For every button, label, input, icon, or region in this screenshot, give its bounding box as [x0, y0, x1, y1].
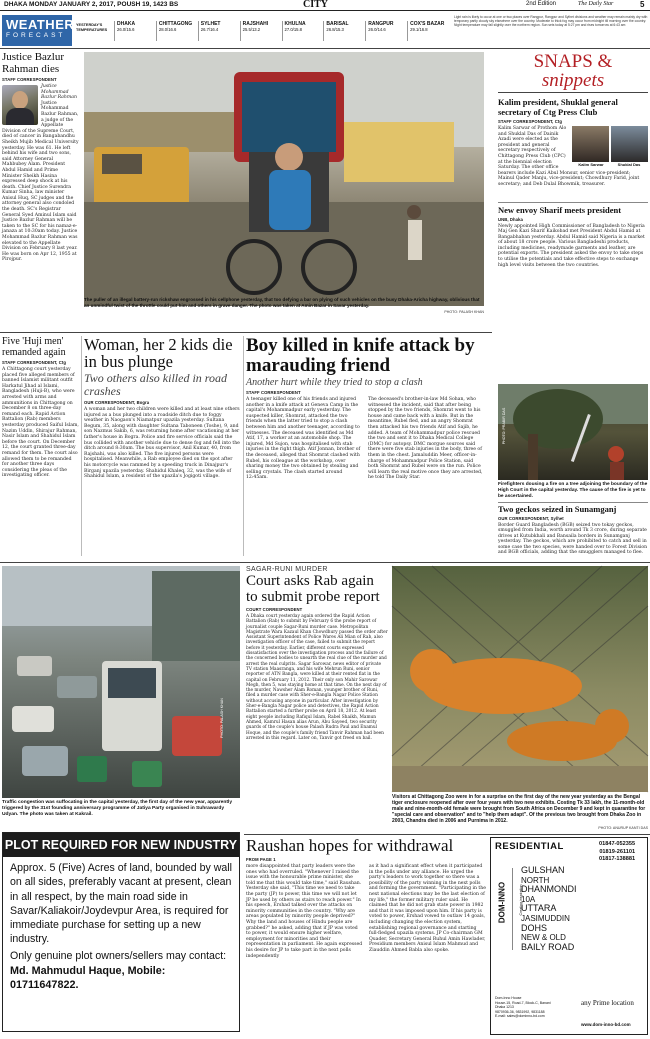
knife-subhead: Another hurt while they tried to stop a clash	[246, 377, 423, 388]
knife-col1: A teenager killed one of his friends and injured another in a knife attack at Geneva Camp in the capital's Mohammadpur early yesterday. The suspected killer, Shomrat, attacked the two friends when the latter tried to stop a clash between him and another teenager, according to witnesses. The deceased was identified as Md Atif, 17, a worker at an automobile shop. The injured, Md Sujon, was hospitalised with stab injuries in the right thigh. Atif Jonnan, brother of the deceased, alleged that Shomrat clashed with Rubel, his colleague at the workshop, over sharing money the two obtained by stealing and selling crystals. The clash started around 12:45am.	[246, 397, 361, 481]
huji-headline: Five 'Huji men' remanded again	[2, 336, 66, 358]
car-3	[12, 706, 54, 732]
sagar-article	[246, 566, 388, 834]
rickshaw-scene	[84, 52, 484, 306]
traffic-photo-credit: PHOTO: PALASH KHAN	[220, 698, 224, 738]
bus-subhead: Two others also killed in road crashes	[84, 371, 228, 398]
car-2	[57, 676, 97, 698]
justice-headline: Justice Bazlur Rahman dies	[2, 51, 65, 75]
plot-ad-contact: Md. Mahmudul Haque, Mobile: 01711647822.	[10, 964, 166, 991]
car-1	[17, 656, 52, 676]
bus-windshield	[108, 668, 156, 698]
truck-window	[102, 154, 142, 174]
residential-tagline: Creating inspiration	[519, 884, 523, 916]
temperature-list	[114, 21, 449, 41]
puller-head	[275, 143, 303, 171]
shuklal-name: Shuklal Das	[617, 162, 641, 167]
bus-headline: Woman, her 2 kids die in bus plunge	[84, 335, 233, 371]
area-item: DHANMONDI 10A	[521, 884, 577, 904]
envoy-byline: UNB, Dhaka	[498, 216, 523, 222]
car-4	[22, 746, 68, 776]
rickshaw-hood-inner	[242, 82, 336, 152]
traffic-scene	[2, 566, 240, 798]
sagar-body: A Dhaka court yesterday again ordered the Rapid Action Battalion (Rab) to submit by February 6 the probe report of journalist couple Sagar-Runi murder case. Metropolitan Magistrate Wara Kazaul Khan Chowdhury passed the order after Assistant Superintendent of Police Wares Ali Mian of Rab, also investigation officer of the case, failed to submit the report before it yesterday. Earlier, different courts expressed dissatisfaction over the investigation process and the failure of the concerned bodies to unearth the real clue of the murder and arrest the real culprits. Sagar Sarowar, news editor of private TV station Maasranga, and his wife Mehrun Runi, senior reporter of ATN Bangla, were killed at their rented flat in the capital on February 11, 2012. Their only son Mahir Sarowar Megh, then 5, was staying home at that time. On the next day of the murder, Nawsher Alam Roman, younger brother of Runi, filed a murder case with Sher-e-Bangla Nagar Police Station without accusing anyone in particular. After investigation by Sher-e-Bangla Nagar police and detectives, the Rapid Action Battalion started a further probe on April 18, 2012. At least eight people including Rafiqul Islam, Rabel Shaikh, Mamun Ahmed, Kamrul Hasan alias Arun, Abu Sayeed, two security guards of the couple's house Palash Rudra Paul and Enamul Hoque, and the couple's family friend Tanvir Rahman had been arrested in this regard. Later on, Tanvir got freed on bail.	[246, 614, 388, 741]
raushan-headline: Raushan hopes for withdrawal	[246, 836, 454, 855]
knife-article	[246, 336, 484, 556]
knife-headline: Boy killed in knife attack by marauding friend	[246, 335, 475, 376]
tiger-2-head	[595, 709, 629, 743]
tigers-photo-credit: PHOTO: ANURUP KANTI DAS	[598, 826, 648, 830]
residential-web: www.dom-inno-bd.com	[581, 1022, 631, 1027]
residential-brand-strip	[495, 868, 523, 950]
sagar-headline: Court asks Rab again to submit probe report	[246, 573, 380, 605]
truck-right	[344, 122, 454, 182]
cng-1	[77, 756, 107, 782]
fire-caption: Firefighters dousing a fire on a tree adjoining the boundary of the High Court in the capital yesterday. The cause of the fire is yet to be ascertained.	[498, 482, 648, 499]
forecast-text: Light rain is likely to occur at one or two places over Rangpur, Rangpur and Sylhet divisions and weather may remain mainly dry with temporary partly cloudy sky elsewhere over the country. Moderate to thick fog may occur from midnight till morning over the country. Night temperature may fall slightly over the northern region. Sun sets today at 5:27 pm and rises tomorrow at 6:43 am	[454, 15, 648, 28]
snaps-title: SNAPS &	[533, 51, 613, 72]
area-item: UTTARA JASIMUDDIN	[521, 903, 570, 923]
tigers-caption: Visitors at Chittagong Zoo were in for a surprise on the first day of the new year yesterday as the Bengal tiger enclosure reopened after over four years with two new exhibits. Costing Tk 33 lakh, the 11-month-old male and nine-month-old female were brought from South Africa on December 9 and kept in quarantine for "special care and observation" and to "help them adapt". Of the previous two brought from Dhaka Zoo in 2003, Chandra died in 2006 and Purnima in 2012.	[392, 794, 646, 825]
area-item: BAILY ROAD	[521, 941, 575, 952]
city-temp: BARISAL 26.8/15.3	[323, 21, 365, 41]
fire-photo-credit: PHOTO: PRABIR DAS	[502, 407, 506, 445]
justice-byline: STAFF CORRESPONDENT	[2, 77, 57, 82]
kalim-name: Kalim Sarwar	[578, 162, 604, 167]
residential-phones: 01847-052355 01819-261101 01817-138881	[599, 841, 636, 862]
raushan-article	[246, 837, 486, 1035]
tree-cluster	[152, 571, 240, 661]
pedestrian-body	[408, 220, 422, 260]
dateline: DHAKA MONDAY JANUARY 2, 2017, POUSH 19, 1423 BS	[4, 1, 179, 8]
divider	[0, 332, 492, 333]
bus-byline: OUR CORRESPONDENT, Bogra	[84, 400, 150, 405]
geckos-byline: OUR CORRESPONDENT, Sylhet	[498, 515, 564, 521]
firefighter-body	[610, 462, 624, 480]
residential-brand: DOM-INNO	[497, 881, 507, 924]
firefighter	[608, 446, 624, 462]
shuklal-photo	[611, 126, 648, 162]
justice-photo-caption: Justice Mohammad Bazlur Rahman	[41, 84, 77, 101]
weather-logo	[2, 15, 75, 46]
weather-strip	[0, 13, 650, 49]
portrait-suit	[6, 108, 34, 125]
building-left	[84, 112, 234, 152]
city-temp: RAJSHAHI 25.5/13.2	[240, 21, 282, 41]
raushan-col1: more disappointed that party leaders were the ones who had overruled. "Whenever I raised the issue with the honourable prime minister, she told me that this would take time," said Raushan. Yesterday she said, "This time we need to take the party (JP) to power, this time we will not let JP be used by others as stairs to reach power." In his speech, Ershad talked over the attacks on minority communities in the country. "Why are areas populated by minority people deprived?" Why the land and houses of Hindu people are grabbed?" he asked, adding that if JP was voted to power, it would ensure higher welfare, employment for minorities and their representation in parliament. He again expressed his desire for JP to take part in the next polls independently	[246, 864, 363, 959]
city-temp: CHITTAGONG 28.0/16.6	[156, 21, 198, 41]
snaps-subtitle: snippets	[541, 70, 605, 91]
residential-address: Dom-Inno House House-15, Road-7, Block-C, Banani Dhaka 1213 9870936-36, 9831992, 9831188 E-mail: sales@dominno-bd.com	[495, 996, 551, 1019]
sagar-kicker: SAGAR-RUNI MURDER	[246, 566, 328, 573]
raushan-col2: as it had a significant effect when it participated in the polls under any alliance. He urged the party's leaders to work together so there was a possibility of the party winning in the next polls and forming the government. "Participating in the next national elections may be the last election of my life," the former military ruler said. He claimed that he did not grab state power in 1982 and that it was imposed upon him. If his party is voted to power, Ershad vowed to outlaw 14 goals, including changing the election system, establishing regional governance and starting full-fledged upazila systems. JP Co-chairman GM Quader, Secretary General Ruhul Amin Hawlader, Presidium members Anisul Islam Mahmud and Ziauddin Ahmed Babla also spoke.	[369, 864, 486, 953]
geckos-body: Border Guard Bangladesh (BGB) seized two tokay geckos, smuggled from India, worth around Tk 3 crore, during separate drives at Kutubkhali and Bansaila borders in Sunamganj yesterday. The geckos, which are prohibited to catch and sell in some case the two species, were handed over to Forest Division and BGB officials, adding that the smugglers managed to flee.	[498, 522, 648, 556]
envoy-headline: New envoy Sharif meets president	[498, 205, 622, 215]
portrait-face	[12, 91, 28, 109]
section-name: CITY	[303, 0, 329, 10]
puller-shirt	[269, 170, 311, 230]
residential-areas	[521, 866, 646, 952]
tigers-scene	[392, 566, 648, 792]
envoy-body: Newly appointed High Commissioner of Bangladesh to Nigeria Maj Gen Kazi Sharif Kaikobad met President Abdul Hamid at Bangabhaban yesterday. Abdul Hamid said Nigeria is a market of about 18 crore people. Various Bangladeshi products, including medicines, readymade garments and leather, are potential exports. The president asked the envoy to take steps to utilise the potentials and take effective steps to exchange high level visits between the two countries.	[498, 223, 645, 268]
justice-body: Justice Mohammad Bazlur Rahman, a judge of the Appellate Division of the Supreme Court, died of cancer in Bangabandhu Sheikh Mujib Medical University yesterday. He was 61. He left behind his wife and two sons, said Attorney General Mahbubey Alam. President Abdul Hamid and Prime Minister Sheikh Hasina expressed deep shock at his death. Chief Justice Surendra Kumar Sinha, law minister Anisul Huq, SC judges and the attorney general also condoled the death. SC's Registrar General Syed Aminul Islam said Justice Bazlur Rahman will be taken to the SC for his namaz-e-janaza at 10:30am today. Justice Mohammad Bazlur Rahman was elevated to the Appellate Division on February 8 last year. He was born on Apr 12, 1955 at Pirojpur.	[2, 100, 79, 263]
residential-prime: any Prime location	[581, 999, 634, 1007]
plot-ad-note: Only genuine plot owners/sellers may contact:	[10, 949, 227, 962]
huji-byline: STAFF CORRESPONDENT, Ctg	[2, 360, 66, 365]
city-temp: RANGPUR 26.0/14.6	[365, 21, 407, 41]
kalim-headline: Kalim president, Shuklal general secretary of Ctg Press Club	[498, 97, 618, 117]
city-temp: DHAKA 26.0/15.6	[114, 21, 156, 41]
tiger-1-head	[410, 649, 454, 693]
cng-2	[132, 761, 162, 787]
edition: 2nd Edition	[526, 1, 557, 7]
residential-ad	[490, 837, 648, 1035]
city-temp: COX'S BAZAR 29.1/16.8	[407, 21, 449, 41]
plot-ad-title: PLOT REQUIRED FOR NEW INDUSTRY	[3, 833, 239, 857]
justice-photo	[2, 85, 38, 125]
justice-article	[2, 52, 79, 330]
geckos-article	[498, 502, 648, 564]
kalim-photo	[572, 126, 609, 162]
city-temp: SYLHET 26.7/16.4	[198, 21, 240, 41]
fire-photo	[498, 384, 648, 480]
snaps-header	[498, 52, 648, 93]
huji-article	[2, 336, 79, 556]
knife-byline: STAFF CORRESPONDENT	[246, 390, 301, 395]
rickshaw-photo-credit: PHOTO: PALASH KHAN	[444, 310, 484, 314]
rickshaw-photo	[84, 52, 484, 306]
traffic-photo	[2, 566, 240, 798]
area-item: DOHS NEW & OLD	[521, 922, 566, 943]
city-temp: KHULNA 27.0/15.8	[282, 21, 324, 41]
bus-article	[84, 336, 240, 556]
snaps-column	[498, 52, 648, 382]
huji-body: A Chittagong court yesterday placed five alleged members of banned Islamist militant outfit Harkatul Jihad al Islami, Bangladesh (Huji-B), who were arrested with arms and ammunitions in Chittagong on December 8 on three-day remand each. Rapid Action Battalion (Rab) members yesterday produced Saiful Islam, Nazim Uddin, Shirajur Rahman, Nasir Islam and Shahidul Islam before the court. On December 12, the court granted three-day remand for them. The court also allowed them to be remanded for another three days considering the pleas of the investigating officer.	[2, 367, 79, 479]
traffic-caption: Traffic congestion was suffocating in the capital yesterday, the first day of the new year, apparently triggered by the 31st founding anniversary programme of Jatiya Party organised in Suhrawardy Udyan. The photo was taken at Kakrail.	[2, 800, 233, 818]
tree-trunk	[528, 434, 538, 480]
tree-canopy	[513, 389, 603, 449]
area-item: GULSHAN NORTH	[521, 865, 565, 885]
header-bar	[0, 0, 650, 11]
bus-red	[172, 716, 222, 756]
tigers-photo	[392, 566, 648, 792]
weather-title: WEATHER	[6, 17, 75, 32]
knife-col2: The deceased's brother-in-law Md Sohan, who witnessed the incident, said that after being stopped by the two friends, Shomrat went to his house and came back with a knife. But in the meantime, Rubel fled, and an angry Shomrat then attacked his two friends Atif and Sajib, he added. A team of Mohammadpur police rescued the two and sent it to Dhaka Medical College (DMC) for autopsy. DMC morgue sources said there were five stab injuries in the body, three of them in the chest. Jamaluddin Meer, officer-in-charge of Mohammadpur Police Station, said both Shomrat and Rubel were on the run. Police will learn the real motive once they are arrested, he told The Daily Star.	[368, 397, 483, 481]
paper-name: The Daily Star	[578, 1, 614, 7]
pedestrian-head	[407, 205, 421, 219]
enclosure-ground	[392, 766, 648, 792]
kalim-body: Kalim Sarwar of Prothom Alo and Shuklal Das of Dainik Azadi were elected as the president and general secretary respectively of Chittagong Press Club (CPC) at the biennial election Saturday. The other office bearers include Kazi Abul Monsur, senior vice-president; Mainul Qader Manju, vice-president; Chowdhury Farid, joint secretary; and Deb Dulal Bhowmik, treasurer.	[498, 126, 640, 187]
fire-scene	[498, 384, 648, 480]
kalim-byline: STAFF CORRESPONDENT, Ctg	[498, 119, 562, 124]
residential-title: RESIDENTIAL	[495, 841, 564, 852]
sagar-byline: COURT CORRESPONDENT	[246, 607, 303, 612]
raushan-byline: FROM PAGE 1	[246, 857, 276, 862]
page-number: 5	[640, 0, 645, 9]
bus-body: A woman and her two children were killed and at least nine others injured as a bus plunged into a roadside ditch due to foggy weather in Naogaon's Niamatpur upazila yesterday. Sultana Begum, 35, along with daughter Sultana Taboneen (Toshe), 9, and son Nazmus Sakib, 6, was returning home after vacationing at her father's house in Bogra. Police and fire service officials said the bus collided with another vehicle due to dense fog and fell into the ditch around 8:30am. The bus supervisor, Anil Kumar, 40, from Rajshahi, was also killed. The five injured persons were hospitalised. Meanwhile, a Rab employee died on the spot after his motorcycle was rammed by a speeding truck in Dinajpur's Birganj upazila yesterday. Shahidul Khaleq, 32, was the wife of Shahidul Islam, a resident of the upazila's Jogigoti village.	[84, 407, 240, 480]
kalim-photos	[572, 126, 648, 167]
plot-ad	[2, 832, 240, 1032]
weather-subtitle: FORECAST	[6, 32, 66, 39]
yesterday-label: YESTERDAY'S TEMPERATURES	[76, 23, 108, 32]
rickshaw-caption-text: The puller of an illegal battery-run rickshaw engrossed in his cellphone yesterday, that too defying a bar on plying of such vehicles on the busy Dhaka-Aricha highway, oblivious that an unmindful twist of the throttle could put him and others in grave danger. The photo was taken at Amin Bazar in Savar yesterday.	[84, 297, 480, 308]
geckos-headline: Two geckos seized in Sunamganj	[498, 504, 617, 514]
plot-ad-body: Approx. 5 (Five) Acres of land, bounded by wall on all sides, preferably vacant at present, clean in all respect, by the main road side in Savar/Kaliakoir/Joydevpur Area, is required for immediate purchase for setting up a new industry.	[10, 862, 232, 946]
